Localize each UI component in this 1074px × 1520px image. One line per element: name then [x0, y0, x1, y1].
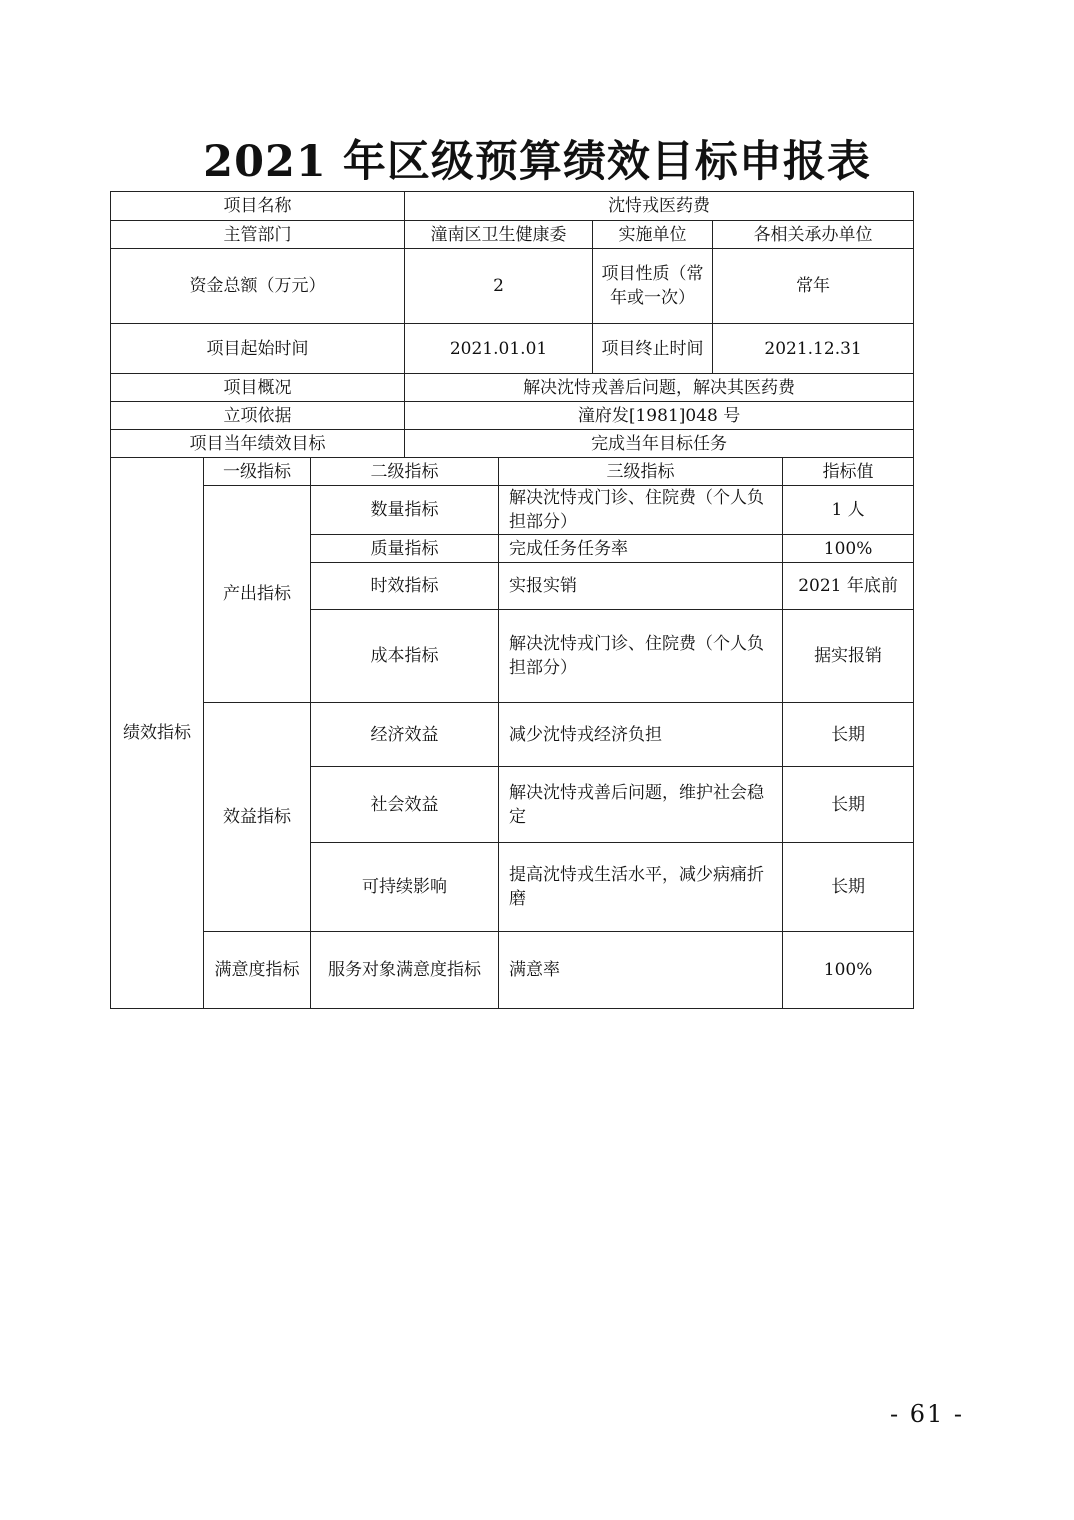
page-title: 2021 年区级预算绩效目标申报表 [203, 137, 871, 187]
header-level1: 一级指标 [204, 458, 311, 486]
level3-cell: 减少沈恃戎经济负担 [499, 703, 783, 767]
value-cell: 100% [783, 535, 914, 563]
row-project-name [111, 192, 914, 221]
level2-cell: 社会效益 [311, 767, 499, 843]
row-basis [111, 402, 914, 430]
start-value: 2021.01.01 [405, 324, 593, 374]
level3-cell: 提高沈恃戎生活水平，减少病痛折磨 [499, 843, 783, 932]
level3-cell: 满意率 [499, 932, 783, 1009]
end-label: 项目终止时间 [593, 324, 713, 374]
table-row [111, 486, 914, 535]
indicator-header-row [111, 458, 914, 486]
nature-label: 项目性质（常年或一次） [593, 249, 713, 324]
level2-cell: 服务对象满意度指标 [311, 932, 499, 1009]
level2-cell: 时效指标 [311, 563, 499, 610]
impl-label: 实施单位 [593, 221, 713, 249]
header-level3: 三级指标 [499, 458, 783, 486]
level2-cell: 质量指标 [311, 535, 499, 563]
row-goal [111, 430, 914, 458]
row-department [111, 221, 914, 249]
level2-cell: 数量指标 [311, 486, 499, 535]
goal-value: 完成当年目标任务 [405, 430, 914, 458]
level2-cell: 经济效益 [311, 703, 499, 767]
basis-label: 立项依据 [111, 402, 405, 430]
value-cell: 据实报销 [783, 610, 914, 703]
dept-value: 潼南区卫生健康委 [405, 221, 593, 249]
start-label: 项目起始时间 [111, 324, 405, 374]
row-dates [111, 324, 914, 374]
level2-cell: 成本指标 [311, 610, 499, 703]
impl-value: 各相关承办单位 [713, 221, 914, 249]
overview-value: 解决沈恃戎善后问题，解决其医药费 [405, 374, 914, 402]
satisfaction-indicator-label: 满意度指标 [204, 932, 311, 1009]
page-number: - 61 - [889, 1400, 964, 1428]
budget-performance-table [110, 191, 914, 1009]
value-cell: 长期 [783, 767, 914, 843]
header-value: 指标值 [783, 458, 914, 486]
row-fund [111, 249, 914, 324]
end-value: 2021.12.31 [713, 324, 914, 374]
nature-value: 常年 [713, 249, 914, 324]
table-row [111, 703, 914, 767]
overview-label: 项目概况 [111, 374, 405, 402]
level3-cell: 解决沈恃戎门诊、住院费（个人负担部分） [499, 486, 783, 535]
value-cell: 长期 [783, 843, 914, 932]
value-cell: 100% [783, 932, 914, 1009]
level3-cell: 实报实销 [499, 563, 783, 610]
dept-label: 主管部门 [111, 221, 405, 249]
basis-value: 潼府发[1981]048 号 [405, 402, 914, 430]
value-cell: 1 人 [783, 486, 914, 535]
fund-label: 资金总额（万元） [111, 249, 405, 324]
benefit-indicator-label: 效益指标 [204, 703, 311, 932]
output-indicator-label: 产出指标 [204, 486, 311, 703]
value-cell: 长期 [783, 703, 914, 767]
performance-indicator-label: 绩效指标 [111, 458, 204, 1009]
level3-cell: 完成任务任务率 [499, 535, 783, 563]
value-cell: 2021 年底前 [783, 563, 914, 610]
level3-cell: 解决沈恃戎门诊、住院费（个人负担部分） [499, 610, 783, 703]
goal-label: 项目当年绩效目标 [111, 430, 405, 458]
fund-value: 2 [405, 249, 593, 324]
table-row [111, 932, 914, 1009]
level3-cell: 解决沈恃戎善后问题，维护社会稳定 [499, 767, 783, 843]
row-overview [111, 374, 914, 402]
project-name-label: 项目名称 [111, 192, 405, 221]
level2-cell: 可持续影响 [311, 843, 499, 932]
project-name-value: 沈恃戎医药费 [405, 192, 914, 221]
header-level2: 二级指标 [311, 458, 499, 486]
